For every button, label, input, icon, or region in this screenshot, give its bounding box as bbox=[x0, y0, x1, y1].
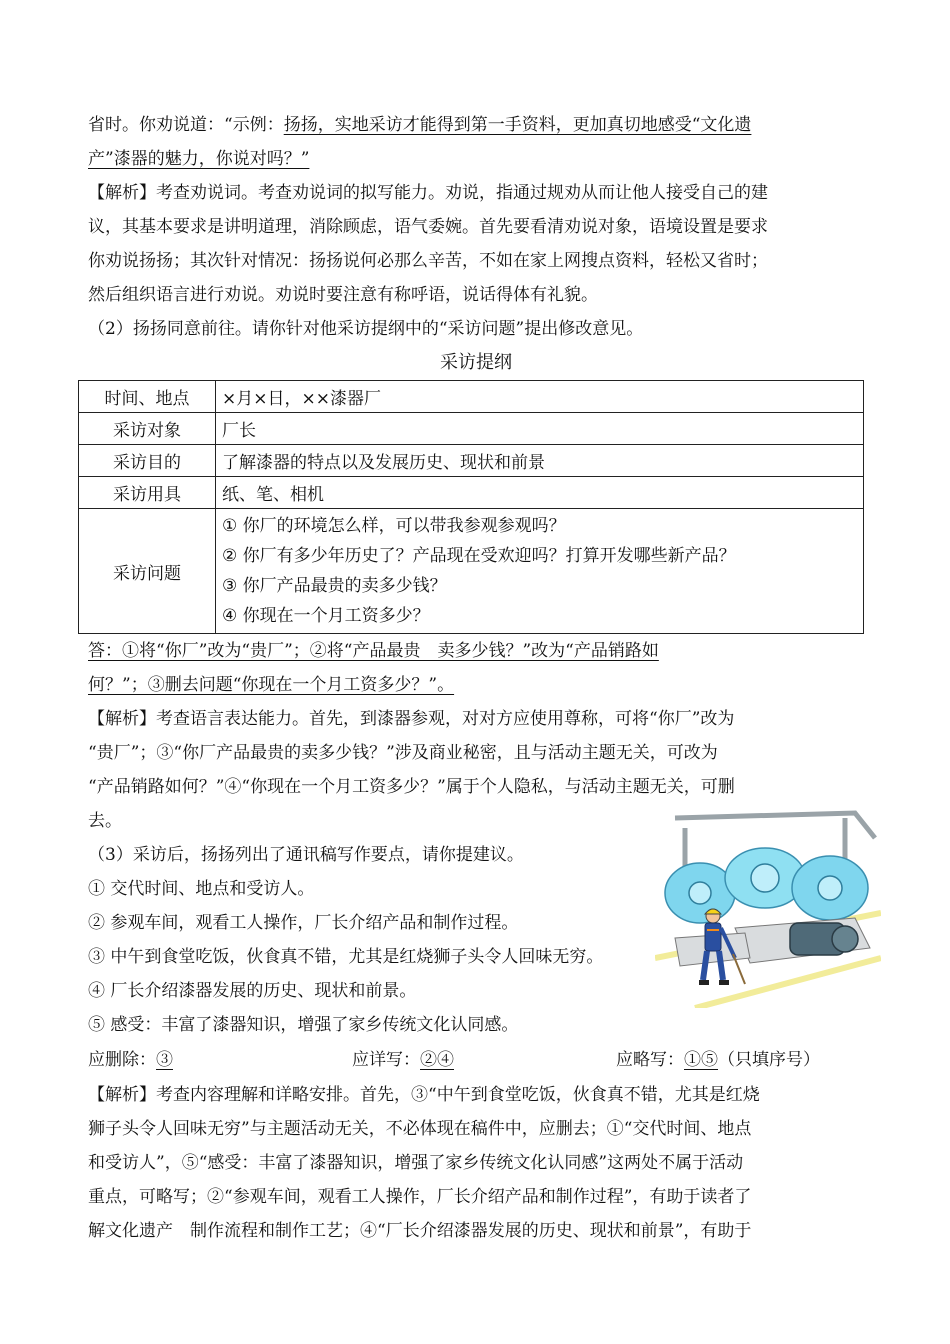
answer-2 bbox=[88, 634, 864, 702]
analysis-3 bbox=[88, 1078, 864, 1248]
analysis-line: 重点，可略写；②“参观车间，观看工人操作，厂长介绍产品和制作过程”，有助于读者了 bbox=[88, 1187, 752, 1207]
example-answer-cont: 产”漆器的魅力，你说对吗？” bbox=[88, 149, 310, 169]
document-page bbox=[88, 108, 864, 1248]
row-key: 采访用具 bbox=[79, 477, 216, 509]
row-key: 采访目的 bbox=[79, 445, 216, 477]
analysis-line: 【解析】考查内容理解和详略安排。首先，③“中午到食堂吃饭，伙食真不错，尤其是红烧 bbox=[88, 1085, 760, 1105]
row-value: 纸、笔、相机 bbox=[216, 477, 864, 509]
question-2: （2）扬扬同意前往。请你针对他采访提纲中的“采访问题”提出修改意见。 bbox=[88, 319, 644, 339]
analysis-1 bbox=[88, 176, 864, 312]
list-item: ② 参观车间，观看工人操作，厂长介绍产品和制作过程。 bbox=[88, 913, 519, 933]
row-value: ×月×日，××漆器厂 bbox=[216, 381, 864, 413]
answer-line: 何？”；③删去问题“你现在一个月工资多少？”。 bbox=[88, 675, 455, 695]
questions-cell bbox=[216, 509, 864, 634]
interview-question: ② 你厂有多少年历史了？产品现在受欢迎吗？打算开发哪些新产品？ bbox=[222, 546, 736, 566]
interview-question: ④ 你现在一个月工资多少？ bbox=[222, 606, 430, 626]
suggestions-row bbox=[88, 1042, 864, 1078]
table-row bbox=[79, 413, 864, 445]
list-item: ⑤ 感受：丰富了漆器知识，增强了家乡传统文化认同感。 bbox=[88, 1015, 519, 1035]
analysis-line: 狮子头令人回味无穷”与主题活动无关，不必体现在稿件中，应删去；①“交代时间、地点 bbox=[88, 1119, 752, 1139]
factory-worker-illustration bbox=[655, 808, 881, 1008]
intro-text: 省时。你劝说道：“示例： bbox=[88, 115, 284, 135]
analysis-line: “产品销路如何？”④“你现在一个月工资多少？”属于个人隐私，与活动主题无关，可删 bbox=[88, 777, 735, 797]
analysis-line: 和受访人”，⑤“感受：丰富了漆器知识，增强了家乡传统文化认同感”这两处不属于活动 bbox=[88, 1153, 744, 1173]
detail-suggestion: 应详写：②④ bbox=[352, 1050, 454, 1070]
list-item: ① 交代时间、地点和受访人。 bbox=[88, 879, 315, 899]
analysis-line: 【解析】考查劝说词。考查劝说词的拟写能力。劝说，指通过规劝从而让他人接受自己的建 bbox=[88, 183, 768, 203]
analysis-line: 议，其基本要求是讲明道理，消除顾虑，语气委婉。首先要看清劝说对象，语境设置是要求 bbox=[88, 217, 768, 237]
table-row bbox=[79, 445, 864, 477]
question-3: （3）采访后，扬扬列出了通讯稿写作要点，请你提建议。 bbox=[88, 845, 524, 865]
row-key: 采访对象 bbox=[79, 413, 216, 445]
row-value: 了解漆器的特点以及发展历史、现状和前景 bbox=[216, 445, 864, 477]
list-item: ④ 厂长介绍漆器发展的历史、现状和前景。 bbox=[88, 981, 417, 1001]
analysis-line: 【解析】考查语言表达能力。首先，到漆器参观，对对方应使用尊称，可将“你厂”改为 bbox=[88, 709, 735, 729]
analysis-line: 去。 bbox=[88, 811, 122, 831]
row-value: 厂长 bbox=[216, 413, 864, 445]
delete-answer: ③ bbox=[156, 1050, 173, 1070]
answer-line: 答：①将“你厂”改为“贵厂”；②将“产品最贵 卖多少钱？”改为“产品销路如 bbox=[88, 641, 659, 661]
analysis-line: “贵厂”；③“你厂产品最贵的卖多少钱？”涉及商业秘密，且与活动主题无关，可改为 bbox=[88, 743, 718, 763]
intro-line bbox=[88, 108, 864, 142]
interview-outline-table bbox=[78, 380, 864, 634]
table-caption: 采访提纲 bbox=[440, 352, 512, 373]
brief-answer: ①⑤ bbox=[684, 1050, 718, 1070]
brief-suggestion: 应略写：①⑤（只填序号） bbox=[616, 1050, 820, 1070]
analysis-line: 然后组织语言进行劝说。劝说时要注意有称呼语，说话得体有礼貌。 bbox=[88, 285, 598, 305]
interview-question: ① 你厂的环境怎么样，可以带我参观参观吗？ bbox=[222, 516, 566, 536]
analysis-line: 解文化遗产 制作流程和制作工艺；④“厂长介绍漆器发展的历史、现状和前景”，有助于 bbox=[88, 1221, 752, 1241]
table-row bbox=[79, 477, 864, 509]
list-item: ③ 中午到食堂吃饭，伙食真不错，尤其是红烧狮子头令人回味无穷。 bbox=[88, 947, 604, 967]
analysis-line: 你劝说扬扬；其次针对情况：扬扬说何必那么辛苦，不如在家上网搜点资料，轻松又省时； bbox=[88, 251, 768, 271]
interview-question: ③ 你厂产品最贵的卖多少钱？ bbox=[222, 576, 447, 596]
table-row-questions bbox=[79, 509, 864, 634]
row-key: 时间、地点 bbox=[79, 381, 216, 413]
delete-suggestion: 应删除：③ bbox=[88, 1050, 173, 1070]
table-row bbox=[79, 381, 864, 413]
detail-answer: ②④ bbox=[420, 1050, 454, 1070]
example-answer: 扬扬，实地采访才能得到第一手资料，更加真切地感受“文化遗 bbox=[283, 115, 752, 135]
row-key: 采访问题 bbox=[79, 509, 216, 634]
